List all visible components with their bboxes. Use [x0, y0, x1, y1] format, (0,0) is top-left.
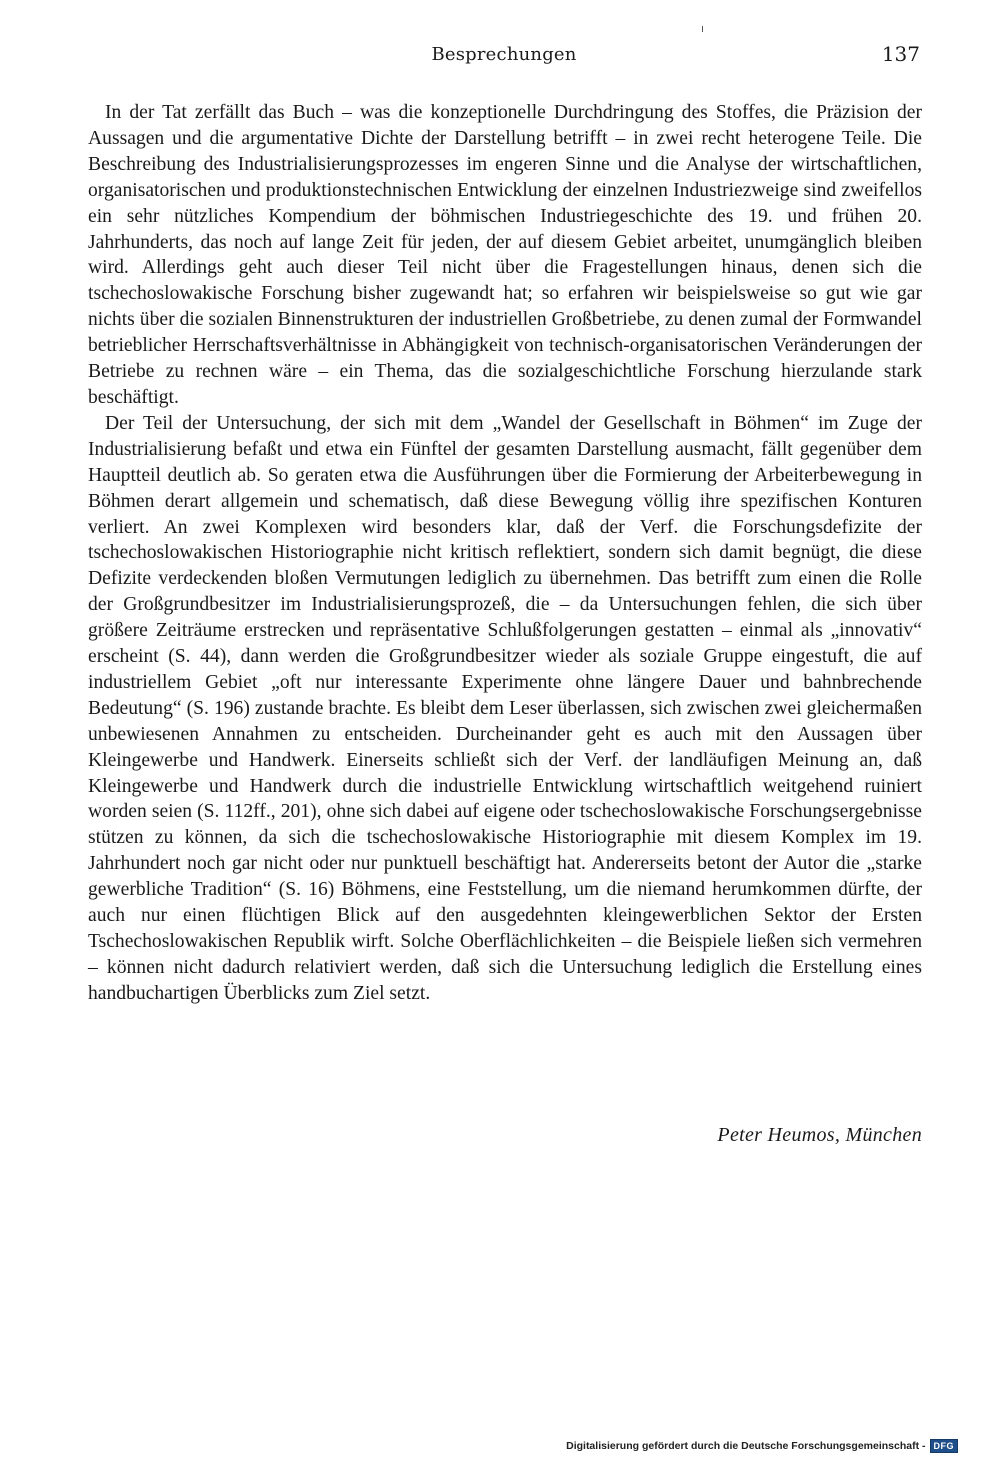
digitization-credit [566, 1439, 958, 1453]
dfg-logo-icon: DFG [930, 1439, 959, 1453]
page-header-title: Besprechungen [431, 44, 577, 65]
credit-text: Digitalisierung gefördert durch die Deutsche Forschungsgemeinschaft - [566, 1440, 926, 1452]
author-signature: Peter Heumos, München [717, 1124, 922, 1146]
running-head [88, 44, 920, 72]
review-body [88, 100, 922, 1007]
paragraph: Der Teil der Untersuchung, der sich mit dem „Wandel der Gesellschaft in Böhmen“ im Zuge der Industrialisierung befaßt und etwa ein Fünftel der gesamten Darstellung ausmacht, fällt gegenüber dem Hauptteil deutlich ab. So geraten etwa die Ausführungen über die Formierung der Arbeiterbewegung in Böhmen derart allgemein und schematisch, daß diese Bewegung völlig ihre spezifischen Konturen verliert. An zwei Komplexen wird besonders klar, daß der Verf. die Forschungsdefizite der tschechoslowakischen Historiographie nicht kritisch reflektiert, sondern sich damit begnügt, die diese Defizite verdeckenden bloßen Vermutungen lediglich zu übernehmen. Das betrifft zum einen die Rolle der Großgrundbesitzer im Industrialisierungsprozeß, die – da Untersuchungen fehlen, die sich über größere Zeiträume erstrecken und repräsentative Schlußfolgerungen gestatten – einmal als „innovativ“ erscheint (S. 44), dann werden die Großgrundbesitzer wieder als soziale Gruppe eingestuft, die auf industriellem Gebiet „oft nur interessante Experimente ohne längere Dauer und bahnbrechende Bedeutung“ (S. 196) zustande brachte. Es bleibt dem Leser überlassen, sich zwischen zwei gleichermaßen unbewiesenen Annahmen zu entscheiden. Durcheinander geht es auch mit den Aussagen über Kleingewerbe und Handwerk. Einerseits schließt sich der Verf. der landläufigen Meinung an, daß Kleingewerbe und Handwerk durch die industrielle Entwicklung wirtschaftlich weitgehend ruiniert worden seien (S. 112ff., 201), ohne sich dabei auf eigene oder tschechoslowakische Forschungsergebnisse stützen zu können, da sich die tschechoslowakische Historiographie mit diesem Komplex im 19. Jahrhundert noch gar nicht oder nur punktuell beschäftigt hat. Andererseits betont der Autor die „starke gewerbliche Tradition“ (S. 16) Böhmens, eine Feststellung, um die niemand herumkommen dürfte, der auch nur einen flüchtigen Blick auf den ausgedehnten kleingewerblichen Sektor der Ersten Tschechoslowakischen Republik wirft. Solche Oberflächlichkeiten – die Beispiele ließen sich vermehren – können nicht dadurch relativiert werden, daß sich die Untersuchung lediglich die Erstellung eines handbuchartigen Überblicks zum Ziel setzt. [88, 412, 922, 1004]
scan-mark [702, 26, 703, 32]
page-number: 137 [881, 42, 920, 66]
paragraph: In der Tat zerfällt das Buch – was die konzeptionelle Durchdringung des Stoffes, die Präzision der Aussagen und die argumentative Dichte der Darstellung betrifft – in zwei recht heterogene Teile. Die Beschreibung des Industrialisierungsprozesses im engeren Sinne und die Analyse der wirtschaftlichen, organisatorischen und produktionstechnischen Entwicklung der einzelnen Industriezweige sind zweifellos ein sehr nützliches Kompendium der böhmischen Industriegeschichte des 19. und frühen 20. Jahrhunderts, das noch auf lange Zeit für jeden, der auf diesem Gebiet arbeitet, unumgänglich bleiben wird. Allerdings geht auch dieser Teil nicht über die Fragestellungen hinaus, denen sich die tschechoslowakische Forschung bisher zugewandt hat; so erfahren wir beispielsweise so gut wie gar nichts über die sozialen Binnenstrukturen der industriellen Großbetriebe, zu denen zumal der Formwandel betrieblicher Herrschaftsverhältnisse in Abhängigkeit von technisch-organisatorischen Veränderungen der Betriebe zu rechnen wäre – ein Thema, das die sozialgeschichtliche Forschung hierzulande stark beschäftigt. [88, 102, 922, 408]
